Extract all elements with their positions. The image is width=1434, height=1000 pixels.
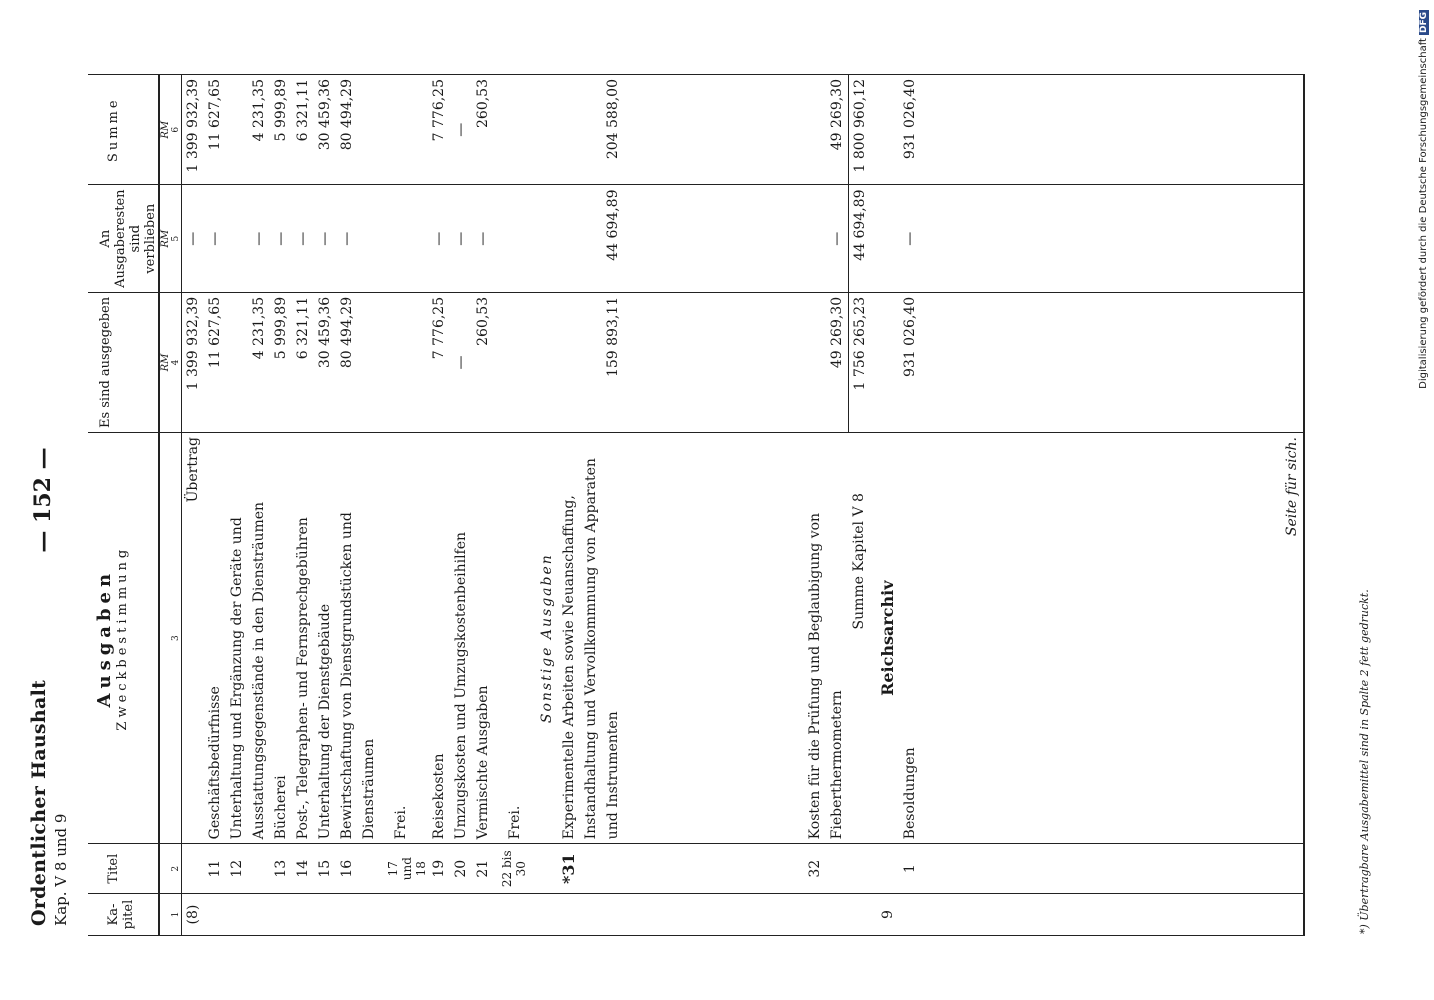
row-summe: 931 026,40 [899, 75, 921, 185]
header-titel: Titel [88, 844, 159, 894]
row-titel: 12 [226, 844, 270, 894]
row-summe: 204 588,00 [558, 75, 624, 185]
row-titel [182, 844, 205, 894]
row-summe: 1 399 932,39 [182, 75, 205, 185]
column-number: 3 [171, 433, 182, 844]
row-titel: 22 bis 30 [494, 844, 528, 894]
unit-label: RM [159, 185, 171, 292]
row-summe: 30 459,36 [314, 75, 336, 185]
row-reste: — [226, 185, 270, 292]
row-reste: — [314, 185, 336, 292]
row-titel: 19 [428, 844, 450, 894]
row-titel: 16 [336, 844, 380, 894]
row-reste: — [899, 185, 921, 292]
table-row [380, 75, 428, 936]
row-summe: 49 269,30 [804, 75, 848, 185]
row-text: Frei. [380, 433, 428, 844]
row-titel: 21 [472, 844, 494, 894]
table-row [428, 75, 450, 936]
row-reste: — [204, 185, 226, 292]
seite-fuer-sich: Seite für sich. [1281, 433, 1304, 844]
summary-row [848, 75, 871, 936]
row-titel: 13 [270, 844, 292, 894]
row-ausgegeben: — [450, 292, 472, 432]
row-text: Kosten für die Prüfung und Beglaubigung von Fieberthermometern [804, 433, 848, 844]
summary-ausgegeben: 1 756 265,23 [848, 292, 871, 432]
row-titel: 11 [204, 844, 226, 894]
row-summe: — [450, 75, 472, 185]
header-title: Ordentlicher Haushalt [28, 679, 50, 926]
row-ausgegeben: 49 269,30 [804, 292, 848, 432]
unit-row [159, 75, 171, 936]
row-summe: 80 494,29 [336, 75, 380, 185]
row-ausgegeben: 5 999,89 [270, 292, 292, 432]
row-text: Bewirtschaftung von Dienstgrundstücken und Diensträumen [336, 433, 380, 844]
row-reste: — [182, 185, 205, 292]
row-kapitel: (8) [182, 894, 205, 936]
table-row [182, 75, 205, 936]
table-row [494, 75, 528, 936]
row-ausgegeben: 4 231,35 [226, 292, 270, 432]
header-summe: Summe [88, 75, 159, 185]
row-kapitel: 9 [871, 894, 899, 936]
row-summe: 260,53 [472, 75, 494, 185]
row-text: Geschäftsbedürfnisse [204, 433, 226, 844]
row-text: Besoldungen [899, 433, 921, 844]
row-text: Unterhaltung und Ergänzung der Geräte und Ausstattungsgegenstände in den Diensträumen [226, 433, 270, 844]
section-heading: Reichsarchiv [871, 433, 899, 844]
column-number: 5 [171, 185, 182, 292]
row-text: Unterhaltung der Dienstgebäude [314, 433, 336, 844]
row-summe: 6 321,11 [292, 75, 314, 185]
row-ausgegeben: 260,53 [472, 292, 494, 432]
row-ausgegeben: 30 459,36 [314, 292, 336, 432]
row-titel: 17 und 18 [380, 844, 428, 894]
row-ausgegeben: 159 893,11 [558, 292, 624, 432]
header-row [88, 75, 159, 936]
table-row [270, 75, 292, 936]
row-text: Umzugskosten und Umzugskostenbeihilfen [450, 433, 472, 844]
table-row [899, 75, 921, 936]
summary-label: Summe Kapitel V 8 [848, 433, 871, 844]
table-row [804, 75, 848, 936]
header-reste: An Ausgaberesten sind verblieben [88, 185, 159, 292]
credit-text: Digitalisierung gefördert durch die Deutsche Forschungsgemeinschaft [1418, 38, 1429, 389]
row-reste: — [804, 185, 848, 292]
row-text: Post-, Telegraphen- und Fernsprechgebühren [292, 433, 314, 844]
ledger-table [88, 74, 1305, 936]
row-text: Übertrag [182, 433, 205, 844]
column-number: 2 [171, 844, 182, 894]
row-titel: 32 [804, 844, 848, 894]
table-row [558, 75, 624, 936]
row-summe: 11 627,65 [204, 75, 226, 185]
digitization-credit [1418, 10, 1429, 480]
column-number: 4 [171, 292, 182, 432]
row-text: Bücherei [270, 433, 292, 844]
column-number: 1 [171, 894, 182, 936]
row-summe: 7 776,25 [428, 75, 450, 185]
table-row [336, 75, 380, 936]
table-row [314, 75, 336, 936]
section-heading: Sonstige Ausgaben [528, 433, 558, 844]
row-ausgegeben: 6 321,11 [292, 292, 314, 432]
row-text: Vermischte Ausgaben [472, 433, 494, 844]
table-row [226, 75, 270, 936]
section-row [528, 75, 558, 936]
column-number: 6 [171, 75, 182, 185]
table-row [472, 75, 494, 936]
row-reste: — [450, 185, 472, 292]
row-summe: 4 231,35 [226, 75, 270, 185]
row-ausgegeben: 1 399 932,39 [182, 292, 205, 432]
row-reste: — [270, 185, 292, 292]
row-titel: *31 [558, 844, 624, 894]
row-titel: 14 [292, 844, 314, 894]
header-kapitel: Ka-pitel [88, 894, 159, 936]
page-number: — 152 — [30, 447, 56, 553]
row-summe: 5 999,89 [270, 75, 292, 185]
table-row [204, 75, 226, 936]
row-reste: — [336, 185, 380, 292]
unit-label: RM [159, 75, 171, 185]
row-text: Frei. [494, 433, 528, 844]
row-ausgegeben: 7 776,25 [428, 292, 450, 432]
row-ausgegeben: 80 494,29 [336, 292, 380, 432]
summary-reste: 44 694,89 [848, 185, 871, 292]
unit-label: RM [159, 292, 171, 432]
header-subtitle: Kap. V 8 und 9 [52, 813, 70, 926]
dfg-logo: DFG [1419, 12, 1429, 34]
row-reste: — [428, 185, 450, 292]
row-ausgegeben: 11 627,65 [204, 292, 226, 432]
footnote: *) Übertragbare Ausgabemittel sind in Spalte 2 fett gedruckt. [1358, 589, 1371, 934]
page-header [28, 680, 70, 926]
column-number-row [171, 75, 182, 936]
header-ausgaben [88, 433, 159, 844]
row-text: Reisekosten [428, 433, 450, 844]
table-row [1281, 75, 1304, 936]
header-ausgaben-title: Ausgaben [94, 568, 115, 708]
table-row [450, 75, 472, 936]
row-titel: 15 [314, 844, 336, 894]
row-text: Experimentelle Arbeiten sowie Neuanschaffung, Instandhaltung und Vervollkommnung von Apparaten und Instrumenten [558, 433, 624, 844]
table-row [292, 75, 314, 936]
header-zweck: Zweckbestimmung [115, 545, 130, 731]
row-reste: — [292, 185, 314, 292]
row-reste: — [472, 185, 494, 292]
section-row [871, 75, 899, 936]
row-ausgegeben: 931 026,40 [899, 292, 921, 432]
row-reste: 44 694,89 [558, 185, 624, 292]
summary-summe: 1 800 960,12 [848, 75, 871, 185]
row-titel: 20 [450, 844, 472, 894]
header-ausgegeben: Es sind ausgegeben [88, 292, 159, 432]
row-titel: 1 [899, 844, 921, 894]
